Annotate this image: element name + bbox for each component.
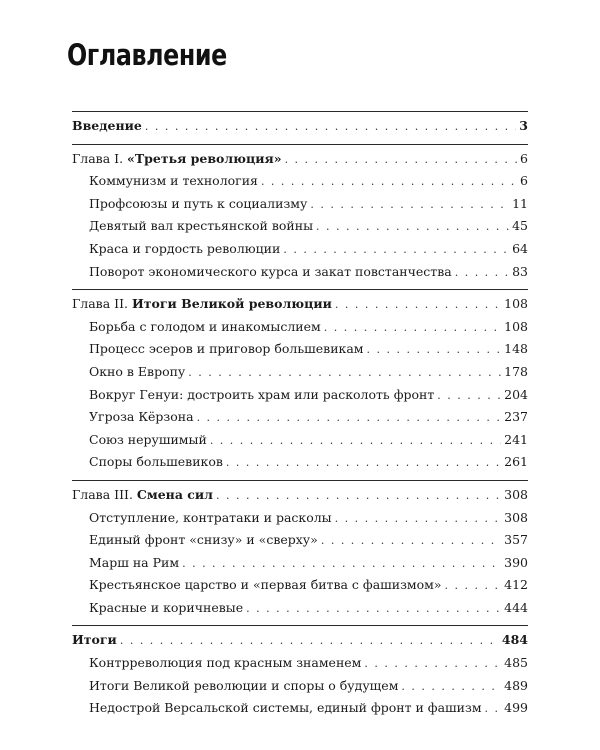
dot-leader [316, 216, 509, 239]
toc-entry[interactable] [72, 316, 528, 339]
toc-entry-title: Вокруг Генуи: достроить храм или расколоть фронт [89, 386, 435, 402]
toc-page-number: 3 [519, 118, 528, 133]
toc-page-number: 11 [512, 195, 528, 211]
dot-leader [197, 407, 502, 430]
toc-entry[interactable] [72, 170, 528, 193]
toc-page-number: 45 [512, 218, 528, 234]
dot-leader [145, 116, 516, 139]
toc-entry[interactable] [72, 552, 528, 575]
toc-entry-title: Краса и гордость революции [89, 240, 281, 256]
dot-leader [310, 194, 509, 217]
toc-entry-title: Отступление, контратаки и расколы [89, 509, 332, 525]
toc-entry-title: Поворот экономического курса и закат повстанчества [89, 263, 452, 279]
toc-chapter-prefix: Глава III. [72, 486, 137, 502]
toc-entry[interactable] [72, 429, 528, 452]
toc-chapter-name: Введение [72, 118, 142, 133]
dot-leader [216, 485, 501, 508]
toc-entry[interactable] [72, 384, 528, 407]
toc-page-number: 485 [504, 655, 528, 671]
toc-page-number: 484 [501, 632, 528, 648]
toc-entry-title: Единый фронт «снизу» и «сверху» [89, 532, 318, 548]
page-title: Оглавление [67, 38, 227, 72]
dot-leader [120, 630, 499, 653]
toc-entry[interactable] [72, 675, 528, 698]
dot-leader [364, 653, 501, 676]
dot-leader [485, 698, 502, 721]
toc-chapter-entry[interactable] [72, 484, 528, 507]
dot-leader [188, 362, 501, 385]
toc-entry[interactable] [72, 451, 528, 474]
toc-page-number: 241 [504, 431, 528, 447]
toc-page-number: 237 [504, 409, 528, 425]
toc-entry[interactable] [72, 238, 528, 261]
toc-entry[interactable] [72, 652, 528, 675]
toc-entry-title: Процесс эсеров и приговор большевикам [89, 341, 364, 357]
dot-leader [246, 598, 501, 621]
toc-page-number: 108 [504, 296, 528, 312]
toc-chapter-name: Итоги Великой революции [131, 296, 332, 312]
toc-entry-title: Коммунизм и технология [89, 173, 258, 189]
dot-leader [455, 262, 509, 285]
toc-page-number: 308 [504, 509, 528, 525]
toc-page-number: 444 [504, 599, 528, 615]
toc-chapter-entry[interactable] [72, 293, 528, 316]
toc-entry-title: Контрреволюция под красным знаменем [89, 655, 362, 671]
dot-leader [324, 317, 501, 340]
toc-section [72, 480, 528, 620]
toc-page-number: 83 [512, 263, 528, 279]
toc-entry-title: Споры большевиков [89, 454, 223, 470]
toc-chapter-name: Смена сил [136, 486, 213, 502]
toc-entry-title: Крестьянское царство и «первая битва с фашизмом» [89, 577, 442, 593]
toc-section [72, 111, 528, 138]
dot-leader [367, 339, 502, 362]
toc-page-number: 261 [504, 454, 528, 470]
toc-page-number: 178 [504, 363, 528, 379]
toc-entry[interactable] [72, 193, 528, 216]
toc-entry[interactable] [72, 697, 528, 720]
dot-leader [321, 530, 501, 553]
toc-chapter-name: «Третья революция» [127, 150, 282, 166]
toc-page-number: 357 [504, 532, 528, 548]
toc-chapter-entry[interactable] [72, 148, 528, 171]
toc-entry[interactable] [72, 215, 528, 238]
toc-chapter-title [72, 484, 213, 507]
toc-page-number: 6 [520, 150, 528, 166]
toc-entry[interactable] [72, 361, 528, 384]
toc-page-number: 489 [504, 677, 528, 693]
toc-entry-title: Окно в Европу [89, 363, 186, 379]
toc-entry[interactable] [72, 574, 528, 597]
toc-chapter-title [72, 293, 332, 316]
dot-leader [182, 553, 501, 576]
dot-leader [283, 239, 509, 262]
toc-entry-title: Союз нерушимый [89, 431, 207, 447]
dot-leader [261, 171, 517, 194]
toc-page-number: 6 [520, 173, 528, 189]
toc-entry[interactable] [72, 338, 528, 361]
toc-entry[interactable] [72, 597, 528, 620]
toc-chapter-prefix: Глава II. [72, 296, 132, 312]
toc-section [72, 289, 528, 474]
dot-leader [335, 294, 501, 317]
toc-entry-title: Борьба с голодом и инакомыслием [89, 318, 321, 334]
toc-chapter-name: Итоги [72, 632, 117, 648]
toc-chapter-prefix: Глава I. [72, 150, 128, 166]
dot-leader [226, 452, 501, 475]
toc-entry-title: Девятый вал крестьянской войны [89, 218, 314, 234]
toc-section [72, 625, 528, 719]
toc-page-number: 499 [504, 700, 528, 716]
toc-chapter-title [72, 629, 117, 652]
dot-leader [401, 676, 501, 699]
dot-leader [437, 385, 501, 408]
toc-entry[interactable] [72, 507, 528, 530]
toc-page-number: 108 [504, 318, 528, 334]
toc-entry-title: Красные и коричневые [89, 599, 244, 615]
toc-entry-title: Итоги Великой революции и споры о будущем [89, 677, 399, 693]
toc-section [72, 144, 528, 284]
dot-leader [285, 149, 517, 172]
toc-page-number: 64 [512, 240, 528, 256]
dot-leader [335, 508, 502, 531]
toc-chapter-title [72, 148, 282, 171]
toc-page-number: 390 [504, 554, 528, 570]
toc-chapter-title [72, 115, 142, 138]
toc-chapter-entry[interactable] [72, 115, 528, 138]
toc-entry[interactable] [72, 406, 528, 429]
toc-entry-title: Недострой Версальской системы, единый фронт и фашизм [89, 700, 482, 716]
dot-leader [210, 430, 501, 453]
toc-page-number: 204 [504, 386, 528, 402]
toc-page-number: 412 [504, 577, 528, 593]
toc-entry-title: Угроза Кёрзона [89, 409, 194, 425]
toc-entry[interactable] [72, 529, 528, 552]
table-of-contents [72, 111, 528, 726]
toc-entry-title: Профсоюзы и путь к социализму [89, 195, 308, 211]
toc-entry-title: Марш на Рим [89, 554, 180, 570]
toc-chapter-entry[interactable] [72, 629, 528, 652]
dot-leader [445, 575, 502, 598]
toc-page-number: 148 [504, 341, 528, 357]
toc-entry[interactable] [72, 261, 528, 284]
toc-page-number: 308 [504, 486, 528, 502]
